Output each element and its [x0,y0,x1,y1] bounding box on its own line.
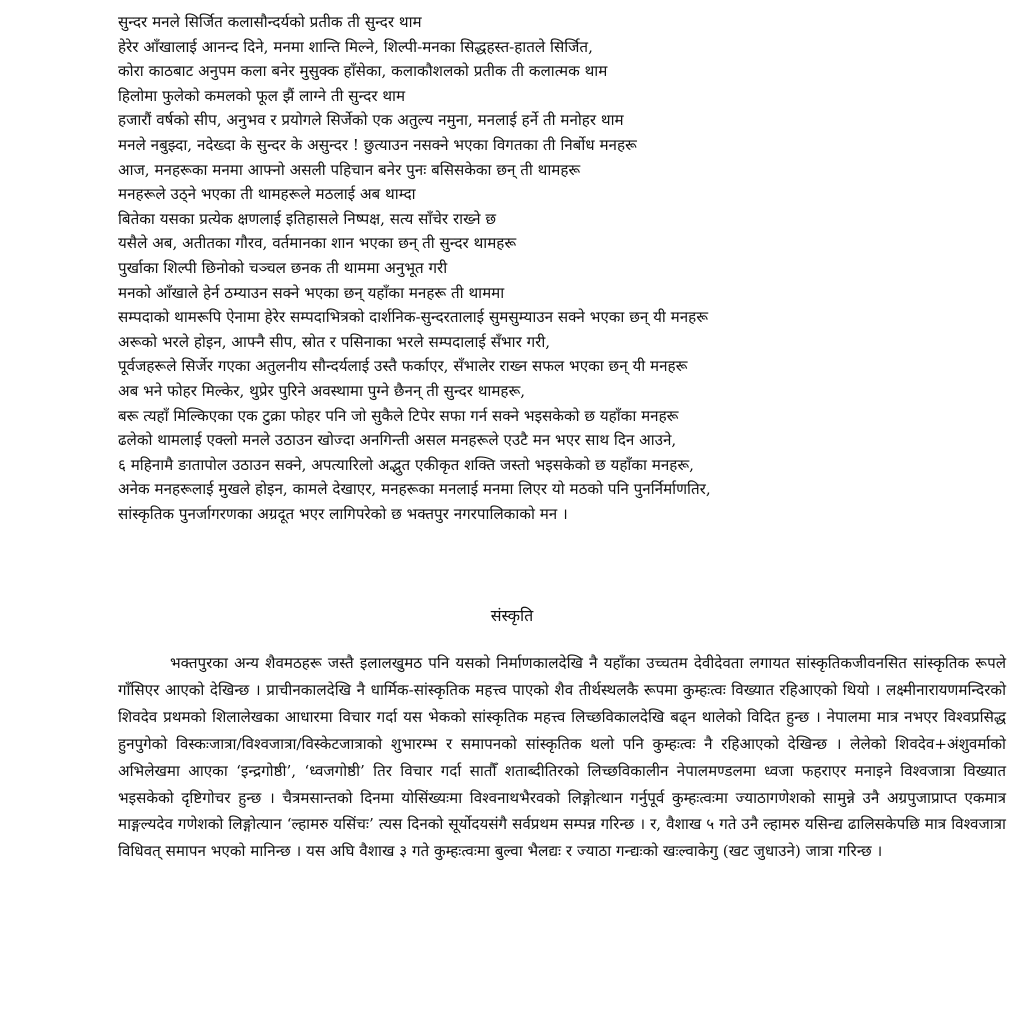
poem-line: यसैले अब, अतीतका गौरव, वर्तमानका शान भएका छन् ती सुन्दर थामहरू [118,234,517,253]
poem-line: बरू त्यहाँ मिल्किएका एक टुक्रा फोहर पनि जो सुकैले टिपेर सफा गर्न सक्ने भइसकेको छ यहाँका मनहरू [118,406,679,425]
poem-line: अरूको भरले होइन, आफ्नै सीप, स्रोत र पसिनाका भरले सम्पदालाई सँभार गरी, [118,332,551,351]
poem-line: अब भने फोहर मिल्केर, थुप्रेर पुरिने अवस्थामा पुग्ने छैनन् ती सुन्दर थामहरू, [118,381,526,400]
section-heading: संस्कृति [490,606,534,625]
poem-line: मनहरूले उठ्ने भएका ती थामहरूले मठलाई अब थाम्दा [118,185,416,204]
poem-line: पुर्खाका शिल्पी छिनोको चञ्चल छनक ती थाममा अनुभूत गरी [118,258,448,277]
poem-line: सम्पदाको थामरूपि ऐनामा हेरेर सम्पदाभित्रको दार्शनिक-सुन्दरतालाई सुमसुम्याउन सक्ने भएका छन् यी मनहरू [118,308,709,327]
poem-line: सांस्कृतिक पुनर्जागरणका अग्रदूत भएर लागिपरेको छ भक्तपुर नगरपालिकाको मन । [118,504,568,523]
poem-line: कोरा काठबाट अनुपम कला बनेर मुसुक्क हाँसेका, कलाकौशलको प्रतीक ती कलात्मक थाम [118,62,608,81]
poem-line: पूर्वजहरूले सिर्जेर गएका अतुलनीय सौन्दर्यलाई उस्तै फर्काएर, सँभालेर राख्न सफल भएका छन् यी मनहरू [118,357,688,376]
poem-line: सुन्दर मनले सिर्जित कलासौन्दर्यको प्रतीक ती सुन्दर थाम [118,13,422,31]
poem-line: हिलोमा फुलेको कमलको फूल झैं लाग्ने ती सुन्दर थाम [118,86,406,105]
poem-line: ६ महिनामै ङातापोल उठाउन सक्ने, अपत्यारिलो अद्भुत एकीकृत शक्ति जस्तो भइसकेको छ यहाँका मनहरू, [118,455,694,474]
poem-line: आज, मनहरूका मनमा आफ्नो असली पहिचान बनेर पुनः बसिसकेका छन् ती थामहरू [118,160,581,179]
poem-line: हजारौं वर्षको सीप, अनुभव र प्रयोगले सिर्जेको एक अतुल्य नमुना, मनलाई हर्ने ती मनोहर थाम [118,111,624,130]
section-paragraph: भक्तपुरका अन्य शैवमठहरू जस्तै इलालखुमठ पनि यसको निर्माणकालदेखि नै यहाँका उच्चतम देवीदेवता लगायत सांस्कृतिकजीवनसित सांस्कृतिक रूपले गाँसिएर आएको देखिन्छ । प्राचीनकालदेखि नै धार्मिक-सांस्कृतिक महत्त्व पाएको शैव तीर्थस्थलकै रूपमा कुम्हःत्वः विख्यात रहिआएको थियो । लक्ष्मीनारायणमन्दिरको शिवदेव प्रथमको शिलालेखका आधारमा विचार गर्दा यस भेकको सांस्कृतिक महत्त्व लिच्छविकालदेखि बढ्न थालेको विदित हुन्छ । नेपालमा मात्र नभएर विश्वप्रसिद्ध हुनपुगेको विस्कःजात्रा/विश्वजात्रा/विस्केटजात्राको शुभारम्भ र समापनको सांस्कृतिक थलो पनि कुम्हःत्वः नै रहिआएको देखिन्छ । लेलेको शिवदेव+अंशुवर्माको अभिलेखमा आएका ‘इन्द्रगोष्ठी’, ‘ध्वजगोष्ठी’ तिर विचार गर्दा सातौँ शताब्दीतिरको लिच्छविकालीन नेपालमण्डलमा ध्वजा फहराएर मनाइने विश्वजात्रा विख्यात भइसकेको दृष्टिगोचर हुन्छ । चैत्रमसान्तको दिनमा योसिंख्यःमा विश्वनाथभैरवको लिङ्गोत्थान गर्नुपूर्व कुम्हःत्वःमा ज्याठागणेशको सामुन्ने उनै अग्रपुजाप्राप्त एकमात्र माङ्गल्यदेव गणेशको लिङ्गोत्यान ‘ल्हामरु यसिंचः’ त्यस दिनको सूर्योदयसंगै सर्वप्रथम सम्पन्न गरिन्छ । र, वैशाख ५ गते उनै ल्हामरु यसिन्द्य ढालिसकेपछि मात्र विश्वजात्रा विधिवत् समापन भएको मानिन्छ । यस अघि वैशाख ३ गते कुम्हःत्वःमा बुल्वा भैलद्यः र ज्याठा गन्द्यःको खःल्वाकेगु (खट जुधाउने) जात्रा गरिन्छ । [118,654,1006,861]
poem-line: मनको आँखाले हेर्न ठम्याउन सक्ने भएका छन् यहाँका मनहरू ती थाममा [118,283,505,302]
poem-block [118,10,998,526]
poem-line: मनले नबुझ्दा, नदेख्दा के सुन्दर के असुन्दर ! छुत्याउन नसक्ने भएका विगतका ती निर्बोध मनहरू [118,135,637,154]
poem-line: हेरेर आँखालाई आनन्द दिने, मनमा शान्ति मिल्ने, शिल्पी-मनका सिद्धहस्त-हातले सिर्जित, [118,37,593,56]
poem-line: अनेक मनहरूलाई मुखले होइन, कामले देखाएर, मनहरूका मनलाई मनमा लिएर यो मठको पनि पुनर्निर्माणतिर, [118,480,711,499]
poem-line: बितेका यसका प्रत्येक क्षणलाई इतिहासले निष्पक्ष, सत्य साँचेर राख्ने छ [118,209,497,228]
poem-line: ढलेको थामलाई एक्लो मनले उठाउन खोज्दा अनगिन्ती असल मनहरूले एउटै मन भएर साथ दिन आउने, [118,431,677,450]
